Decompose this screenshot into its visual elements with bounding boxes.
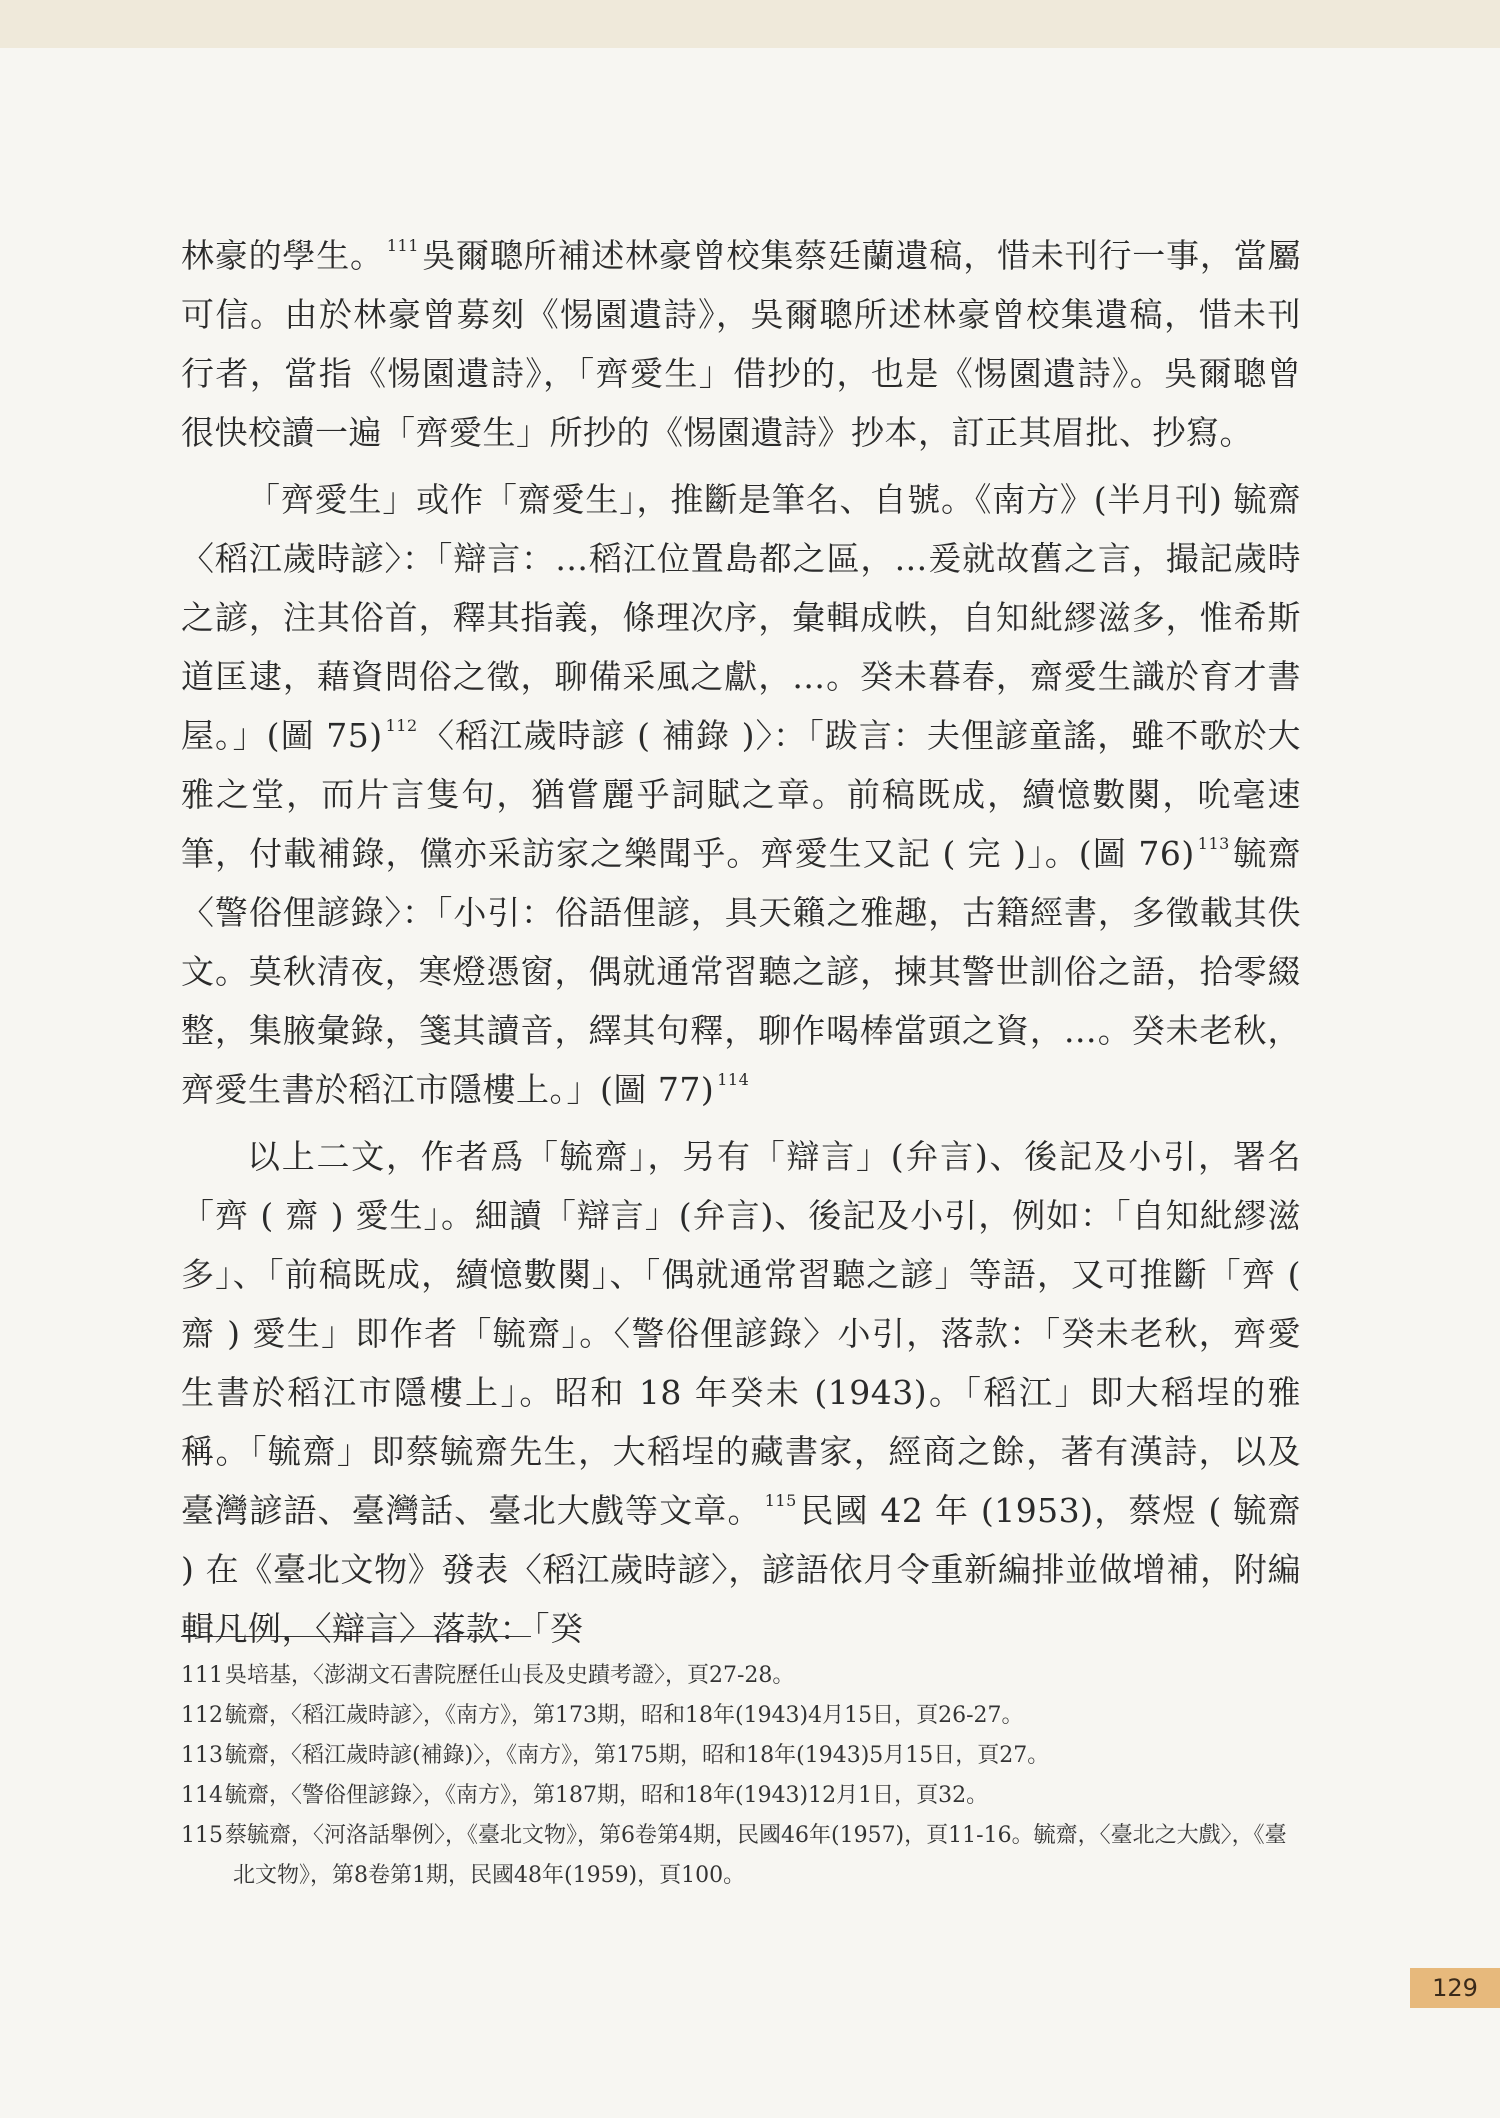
footnote-113 [181,1736,1301,1776]
footnote-ref-113: 113 [1197,834,1230,853]
paragraph-3 [181,1127,1301,1658]
footnotes [181,1656,1301,1896]
text-run: 吳爾聰所補述林豪曾校集蔡廷蘭遺稿，惜未刊行一事，當屬可信。由於林豪曾募刻《惕園遺詩》，吳爾聰所述林豪曾校集遺稿，惜未刊行者，當指《惕園遺詩》，「齊愛生」借抄的，也是《惕園遺詩》。吳爾聰曾很快校讀一遍「齊愛生」所抄的《惕園遺詩》抄本，訂正其眉批、抄寫。 [181,236,1302,452]
footnote-number: 111 [181,1663,223,1688]
text-run: 以上二文，作者爲「毓齋」，另有「辯言」(弁言)、後記及小引，署名「齊 ( 齋 ) 愛生」。細讀「辯言」(弁言)、後記及小引，例如：「自知紕繆滋多」、「前稿既成，續憶數闋」、「偶就通常習聽之諺」等語，又可推斷「齊 ( 齋 ) 愛生」即作者「毓齋」。〈警俗俚諺錄〉小引，落款：「癸未老秋，齊愛生書於稻江市隱樓上」。昭和 18 年癸未 (1943)。「稻江」即大稻埕的雅稱。「毓齋」即蔡毓齋先生，大稻埕的藏書家，經商之餘，著有漢詩，以及臺灣諺語、臺灣話、臺北大戲等文章。 [181,1137,1301,1530]
footnote-separator [181,1636,531,1637]
footnote-ref-114: 114 [717,1070,750,1089]
footnote-114 [181,1776,1301,1816]
paragraph-2 [181,470,1301,1119]
text-run: 〈稻江歲時諺 ( 補錄 )〉：「跋言：夫俚諺童謠，雖不歌於大雅之堂，而片言隻句，猶嘗麗乎詞賦之章。前稿既成，續憶數闋，吮毫速筆，付載補錄，儻亦采訪家之樂聞乎。齊愛生又記 ( 完 )」。(圖 76) [181,716,1302,873]
paragraph-1 [181,226,1301,462]
footnote-number: 112 [181,1703,223,1728]
footnote-text: 毓齋，〈稻江歲時諺(補錄)〉，《南方》，第175期，昭和18年(1943)5月15日，頁27。 [225,1743,1050,1768]
body-text [181,226,1301,1658]
footnote-115 [181,1816,1301,1896]
top-margin-band [0,0,1500,48]
text-run: 毓齋〈警俗俚諺錄〉：「小引：俗語俚諺，具天籟之雅趣，古籍經書，多徵載其佚文。莫秋清夜，寒燈憑窗，偶就通常習聽之諺，揀其警世訓俗之語，拾零綴整，集腋彙錄，箋其讀音，繹其句釋，聊作喝棒當頭之資，…。癸未老秋，齊愛生書於稻江市隱樓上。」(圖 77) [181,834,1302,1109]
footnote-number: 114 [181,1783,223,1808]
text-run: 林豪的學生。 [181,236,384,275]
footnote-112 [181,1696,1301,1736]
footnote-ref-115: 115 [764,1491,797,1510]
footnote-ref-112: 112 [385,716,418,735]
footnote-text: 毓齋，〈稻江歲時諺〉，《南方》，第173期，昭和18年(1943)4月15日，頁26-27。 [225,1703,1024,1728]
text-run: 「齊愛生」或作「齋愛生」，推斷是筆名、自號。《南方》(半月刊) 毓齋〈稻江歲時諺〉：「辯言：…稻江位置島都之區，…爰就故舊之言，撮記歲時之諺，注其俗首，釋其指義，條理次序，彙輯成帙，自知紕繆滋多，惟希斯道匡逮，藉資問俗之徵，聊備采風之獻，…。癸未暮春，齋愛生識於育才書屋。」(圖 75) [181,480,1301,755]
footnote-text: 吳培基，〈澎湖文石書院歷任山長及史蹟考證〉，頁27-28。 [225,1663,795,1688]
footnote-text: 蔡毓齋，〈河洛話舉例〉，《臺北文物》，第6卷第4期，民國46年(1957)，頁11-16。毓齋，〈臺北之大戲〉，《臺北文物》，第8卷第1期，民國48年(1959)，頁100。 [225,1823,1287,1888]
footnote-number: 113 [181,1743,223,1768]
footnote-number: 115 [181,1823,223,1848]
page-number: 129 [1410,1968,1500,2008]
text-run: 民國 42 年 (1953)，蔡煜 ( 毓齋 ) 在《臺北文物》發表〈稻江歲時諺〉，諺語依月令重新編排並做增補，附編輯凡例，〈辯言〉落款：「癸 [181,1491,1302,1648]
footnote-111 [181,1656,1301,1696]
footnote-text: 毓齋，〈警俗俚諺錄〉，《南方》，第187期，昭和18年(1943)12月1日，頁32。 [225,1783,989,1808]
footnote-ref-111: 111 [386,236,419,255]
